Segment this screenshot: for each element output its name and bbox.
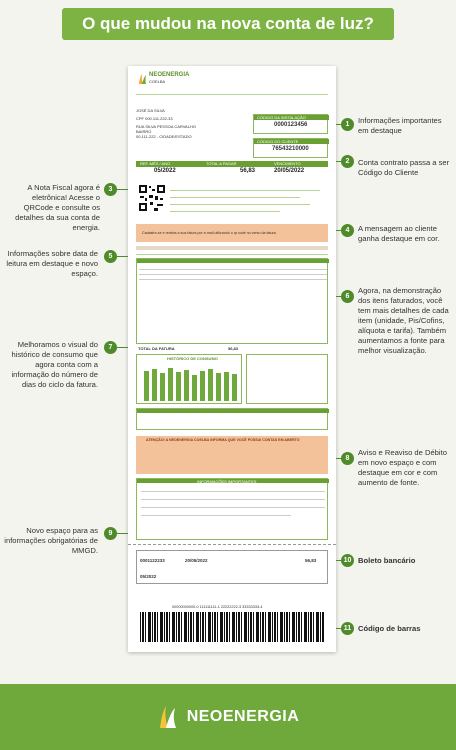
annotation-7-badge: 7 (104, 341, 117, 354)
annotation-11-text: Código de barras (358, 624, 421, 633)
consumption-history: HISTÓRICO DE CONSUMO (136, 354, 242, 404)
footer-brand: NEOENERGIA (186, 708, 300, 725)
bill-brand-sub: COELBA (149, 79, 166, 84)
annotation-3-badge: 3 (104, 183, 117, 196)
annotation-8-badge: 8 (341, 452, 354, 465)
customer-district: BAIRRO (136, 129, 152, 134)
energy-bill: NEOENERGIA COELBA JOSÉ DA SILVA CPF 000.111.222-33 RUA SILVA PESSOA CARVALHO BAIRRO 00.111-222 - CIDADE/ESTADO CÓDIGO DA INSTALAÇÃO 0000123456 CÓDIGO DO CLIENTE 76543210000 REF.:MÊS / ANO TOTAL A PAGAR VENCIMENTO 05/2022 56,83 20/05/2022 Cadastre-se e receba a sua fatura por e-mail utilizando o qr code no verso da fatura. TOTAL DA FATURA 56,83 HISTÓRICO DE CONSUMO ATENÇÃO! A NEOENERGIA COELBA INFORMA QUE VOCÊ POSSUI CONTAS EM ABERTO INFORMAÇÕES IMPORTANTES 0001122233 20/05/2022 56,83 05/2022 00000000000-0 111111111-1 22222222-3 33333333-4 (128, 66, 336, 652)
customer-message: Cadastre-se e receba a sua fatura por e-mail utilizando o qr code no verso da fatura. (136, 224, 328, 242)
bill-ref: 05/2022 (154, 168, 176, 174)
brand-logo-icon (138, 72, 147, 84)
annotation-7-text: Melhoramos o visual do histórico de consumo que agora conta com a informação do número de dias do ciclo da fatura. (11, 340, 98, 389)
annotation-8-text: Aviso e Reaviso de Débito em novo espaço e com destaque em cor e com aumento de fonte. (358, 448, 447, 487)
tax-table (246, 354, 328, 404)
customer-address: RUA SILVA PESSOA CARVALHO (136, 124, 196, 129)
annotation-3-text: A Nota Fiscal agora é eletrônica! Acesse o QRCode e consulte os detalhes da sua conta de energia. (15, 183, 100, 232)
annotation-10-badge: 10 (341, 554, 354, 567)
annotation-10-text: Boleto bancário (358, 556, 416, 565)
debt-warning: ATENÇÃO! A NEOENERGIA COELBA INFORMA QUE VOCÊ POSSUI CONTAS EM ABERTO (136, 436, 328, 474)
annotation-1-badge: 1 (341, 118, 354, 131)
annotation-4-badge: 4 (341, 224, 354, 237)
reading-table (136, 408, 328, 430)
billed-items-table (136, 258, 328, 344)
annotation-4-text: A mensagem ao cliente ganha destaque em cor. (358, 224, 440, 243)
install-code-box: CÓDIGO DA INSTALAÇÃO 0000123456 (253, 114, 328, 134)
slip-ref: 05/2022 (140, 574, 157, 579)
annotation-5-text: Informações sobre data de leitura em destaque e novo espaço. (6, 249, 98, 278)
page-title: O que mudou na nova conta de luz? (62, 8, 394, 40)
customer-cpf: CPF 000.111.222-33 (136, 116, 173, 121)
bill-due: 20/05/2022 (274, 168, 305, 174)
annotation-5-badge: 5 (104, 250, 117, 263)
annotation-9-text: Novo espaço para as informações obrigatórias de MMGD. (4, 526, 98, 555)
slip-client-code: 0001122233 (140, 558, 165, 563)
annotation-2-badge: 2 (341, 155, 354, 168)
bill-brand: NEOENERGIA (149, 72, 190, 78)
annotation-1-text: Informações importantes em destaque (358, 116, 442, 135)
invoice-total-value: 56,83 (228, 346, 239, 351)
annotation-6-text: Agora, na demonstração dos itens faturados, você tem mais detalhes de cada item (unidade, Pis/Cofins, alíquota e tarifa). Também aumentamos a fonte para melhor visualização. (358, 286, 449, 355)
qr-code-icon[interactable] (138, 184, 166, 212)
slip-due: 20/05/2022 (185, 558, 208, 563)
invoice-total-label: TOTAL DA FATURA (138, 346, 175, 351)
customer-name: JOSÉ DA SILVA (136, 108, 165, 113)
client-code-box: CÓDIGO DO CLIENTE 76543210000 (253, 138, 328, 158)
client-code: 76543210000 (272, 146, 309, 152)
customer-city: 00.111-222 - CIDADE/ESTADO (136, 134, 192, 139)
important-info: INFORMAÇÕES IMPORTANTES (136, 478, 328, 540)
footer (0, 684, 456, 750)
bill-total: 56,83 (240, 168, 256, 174)
annotation-9-badge: 9 (104, 527, 117, 540)
barcode (140, 612, 324, 642)
barcode-number: 00000000000-0 111111111-1 22222222-3 33333333-4 (172, 605, 263, 609)
cut-line (128, 544, 336, 545)
neoenergia-logo-icon (157, 704, 179, 730)
bank-slip (136, 550, 328, 584)
annotation-6-badge: 6 (341, 290, 354, 303)
slip-total: 56,83 (305, 558, 317, 563)
install-code: 0000123456 (274, 122, 308, 128)
annotation-11-badge: 11 (341, 622, 354, 635)
annotation-2-text: Conta contrato passa a ser Código do Cliente (358, 158, 450, 177)
